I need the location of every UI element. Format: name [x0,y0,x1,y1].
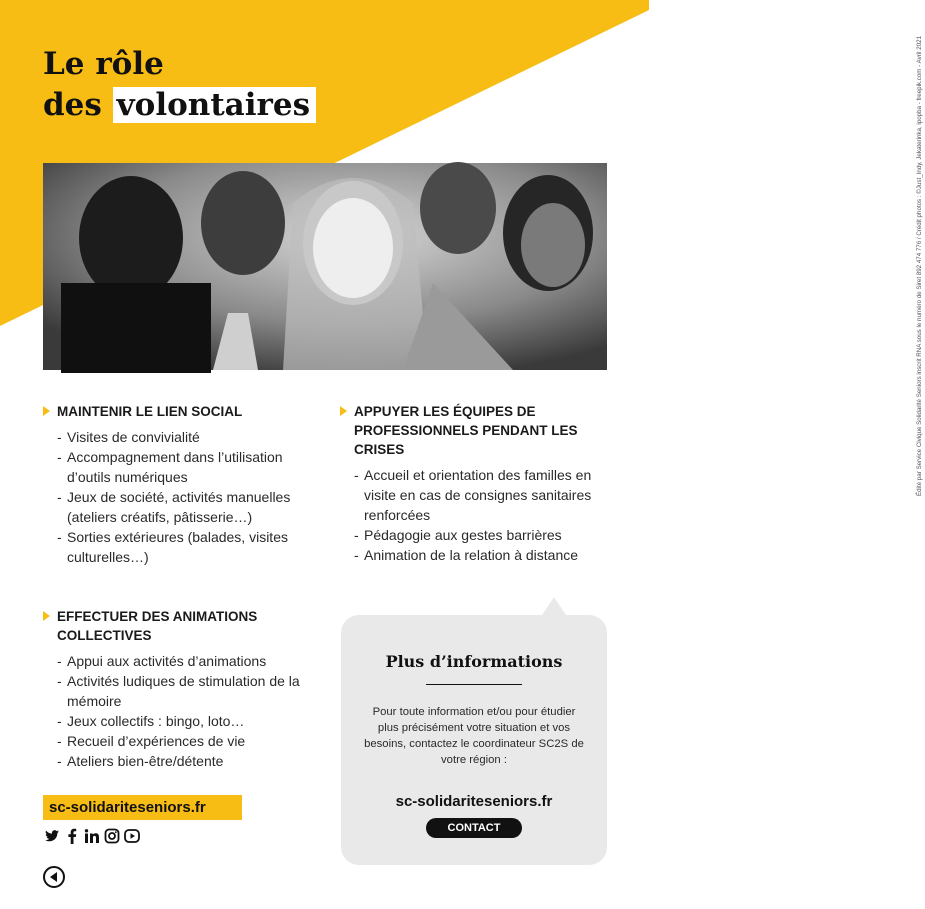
info-body: Pour toute information et/ou pour étudier plus précisément votre situation et vos besoins, contactez le coordinateur SC2S de votre région : [364,706,584,766]
title-line-1: Le rôle [43,46,164,82]
section-heading: EFFECTUER DES ANIMATIONS COLLECTIVES [43,607,323,645]
instagram-icon[interactable] [104,828,120,844]
info-website-link[interactable]: sc-solidariteseniors.fr [395,793,553,810]
contact-button[interactable]: CONTACT [426,818,522,838]
group-selfie-photo [43,163,607,370]
list-item: - Activités ludiques de stimulation de la mémoire [57,671,323,711]
bullet-list [43,427,323,567]
list-item: - Animation de la relation à distance [354,545,620,565]
section-appui-crises [340,402,620,565]
list-item: - Accompagnement dans l’utilisation d’outils numériques [57,447,323,487]
info-box [341,615,607,865]
section-animations-collectives [43,607,323,771]
divider [426,684,522,685]
section-heading: MAINTENIR LE LIEN SOCIAL [43,402,323,421]
list-item: - Accueil et orientation des familles en visite en cas de consignes sanitaires renforcées [354,465,620,525]
section-lien-social [43,402,323,567]
title-line-2-prefix: des [43,87,102,123]
youtube-icon[interactable] [124,828,140,844]
title-highlight: volontaires [113,87,316,123]
section-heading: APPUYER LES ÉQUIPES DE PROFESSIONNELS PENDANT LES CRISES [340,402,620,459]
list-item: - Appui aux activités d’animations [57,651,323,671]
arrow-right-icon [340,406,347,416]
social-links [44,828,140,844]
arrow-right-icon [43,406,50,416]
twitter-icon[interactable] [44,828,60,844]
list-item: - Jeux collectifs : bingo, loto… [57,711,323,731]
arrow-right-icon [43,611,50,621]
list-item: - Visites de convivialité [57,427,323,447]
speech-bubble-notch [542,597,566,615]
bullet-list [43,651,323,771]
info-title: Plus d’informations [385,652,563,671]
back-button[interactable] [43,866,65,888]
list-item: - Sorties extérieures (balades, visites culturelles…) [57,527,323,567]
list-item: - Ateliers bien-être/détente [57,751,323,771]
list-item: - Recueil d’expériences de vie [57,731,323,751]
list-item: - Pédagogie aux gestes barrières [354,525,620,545]
website-link-badge[interactable]: sc-solidariteseniors.fr [43,795,242,820]
vertical-credit-text: Édité par Service Civique Solidarité Seniors inscrit RNA sous le numéro de Siret 892 474 776 / Crédit photos : ©Just_Indy, Jekaterinka, ipopba - freepik.com - Avril 2021 [916,35,923,497]
page-title [43,44,316,126]
bullet-list [340,465,620,565]
facebook-icon[interactable] [64,828,80,844]
linkedin-icon[interactable] [84,828,100,844]
list-item: - Jeux de société, activités manuelles (ateliers créatifs, pâtisserie…) [57,487,323,527]
